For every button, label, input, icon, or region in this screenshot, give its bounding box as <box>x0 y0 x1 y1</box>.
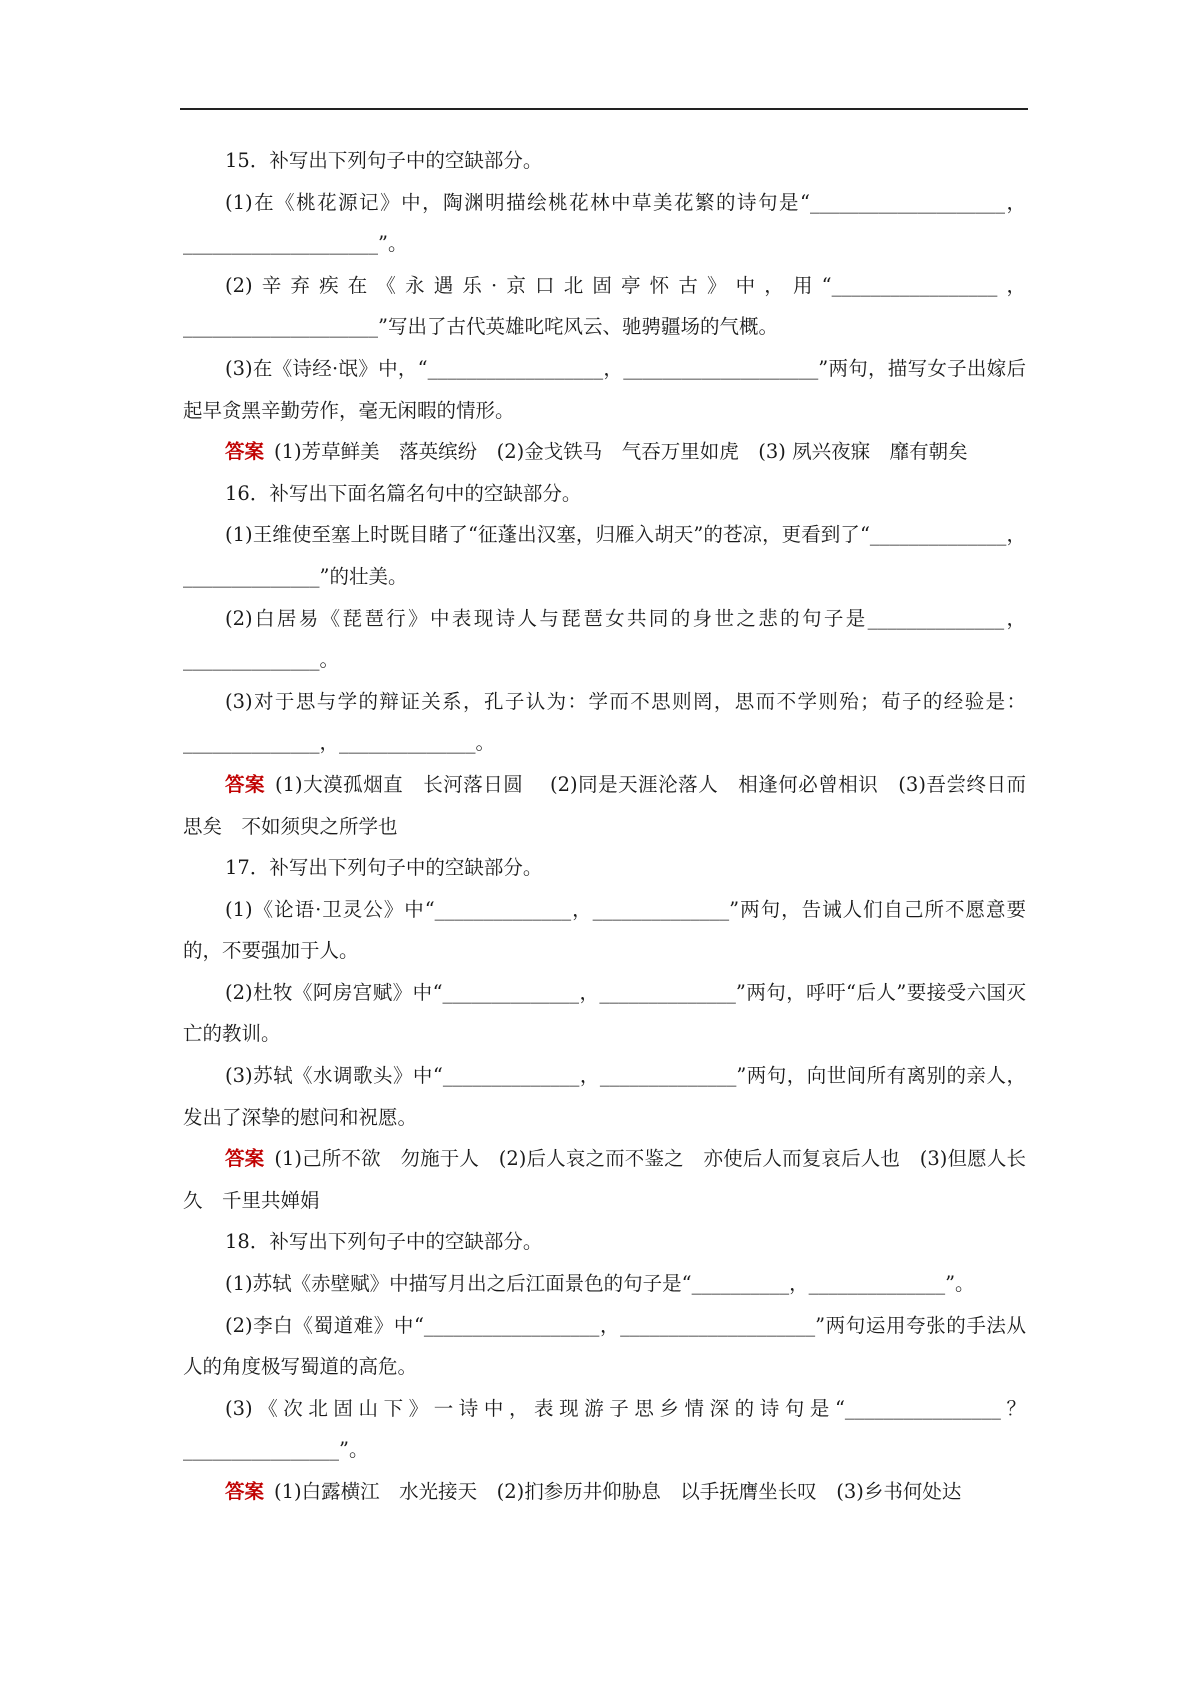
answer-label: 答案 <box>225 440 265 464</box>
question-17-item-1: (1)《论语·卫灵公》中“______________，______________”两句，告诫人们自己所不愿意要的，不要强加于人。 <box>183 897 1026 963</box>
question-18-answer <box>183 1471 1026 1513</box>
question-15-item-2: (2)辛弃疾在《永遇乐·京口北固亭怀古》中，用“_________________，____________________”写出了古代英雄叱咤风云、驰骋疆场的气概。 <box>183 273 1026 339</box>
question-16-item-1: (1)王维使至塞上时既目睹了“征蓬出汉塞，归雁入胡天”的苍凉，更看到了“______________，______________”的壮美。 <box>183 523 1026 588</box>
question-18-item-2: (2)李白《蜀道难》中“__________________，____________________”两句运用夸张的手法从人的角度极写蜀道的高危。 <box>183 1313 1026 1379</box>
question-16-title: 16．补写出下面名篇名句中的空缺部分。 <box>225 481 582 505</box>
question-17-item-2: (2)杜牧《阿房宫赋》中“______________，______________”两句，呼吁“后人”要接受六国灭亡的教训。 <box>183 980 1026 1046</box>
answer-text: (1)大漠孤烟直 长河落日圆 (2)同是天涯沦落人 相逢何必曾相识 (3)吾尝终日而思矣 不如须臾之所学也 <box>183 772 1026 838</box>
answer-label: 答案 <box>225 1480 265 1503</box>
answer-text: (1)芳草鲜美 落英缤纷 (2)金戈铁马 气吞万里如虎 (3) 夙兴夜寐 靡有朝矣 <box>274 440 968 464</box>
question-15-item-3: (3)在《诗经·氓》中，“__________________，____________________”两句，描写女子出嫁后起早贪黑辛勤劳作，毫无闲暇的情形。 <box>183 356 1026 422</box>
question-15-item-1: (1)在《桃花源记》中，陶渊明描绘桃花林中草美花繁的诗句是“____________________，____________________”。 <box>183 190 1026 256</box>
document-body <box>183 140 1026 1513</box>
question-17-answer <box>183 1138 1026 1221</box>
answer-text: (1)己所不欲 勿施于人 (2)后人哀之而不鉴之 亦使后人而复哀后人也 (3)但愿人长久 千里共婵娟 <box>183 1147 1026 1212</box>
question-18-title: 18．补写出下列句子中的空缺部分。 <box>225 1230 543 1254</box>
question-15-title: 15．补写出下列句子中的空缺部分。 <box>225 149 543 172</box>
question-17-title: 17．补写出下列句子中的空缺部分。 <box>225 856 543 880</box>
question-17-item-3: (3)苏轼《水调歌头》中“______________，______________”两句，向世间所有离别的亲人，发出了深挚的慰问和祝愿。 <box>183 1064 1026 1129</box>
header-rule <box>180 108 1028 110</box>
answer-text: (1)白露横江 水光接天 (2)扪参历井仰胁息 以手抚膺坐长叹 (3)乡书何处达 <box>274 1480 962 1503</box>
question-18-item-1: (1)苏轼《赤壁赋》中描写月出之后江面景色的句子是“__________，______________”。 <box>225 1272 975 1296</box>
question-16-item-2: (2)白居易《琵琶行》中表现诗人与琵琶女共同的身世之悲的句子是______________，______________。 <box>183 606 1026 672</box>
answer-label: 答案 <box>225 1147 265 1171</box>
answer-label: 答案 <box>225 772 266 796</box>
question-16-answer <box>183 764 1026 847</box>
question-18-item-3: (3)《次北固山下》一诗中，表现游子思乡情深的诗句是“________________？________________”。 <box>183 1396 1026 1462</box>
question-15-answer <box>183 431 1026 473</box>
question-16-item-3: (3)对于思与学的辩证关系，孔子认为：学而不思则罔，思而不学则殆；荀子的经验是：______________，______________。 <box>183 689 1026 755</box>
